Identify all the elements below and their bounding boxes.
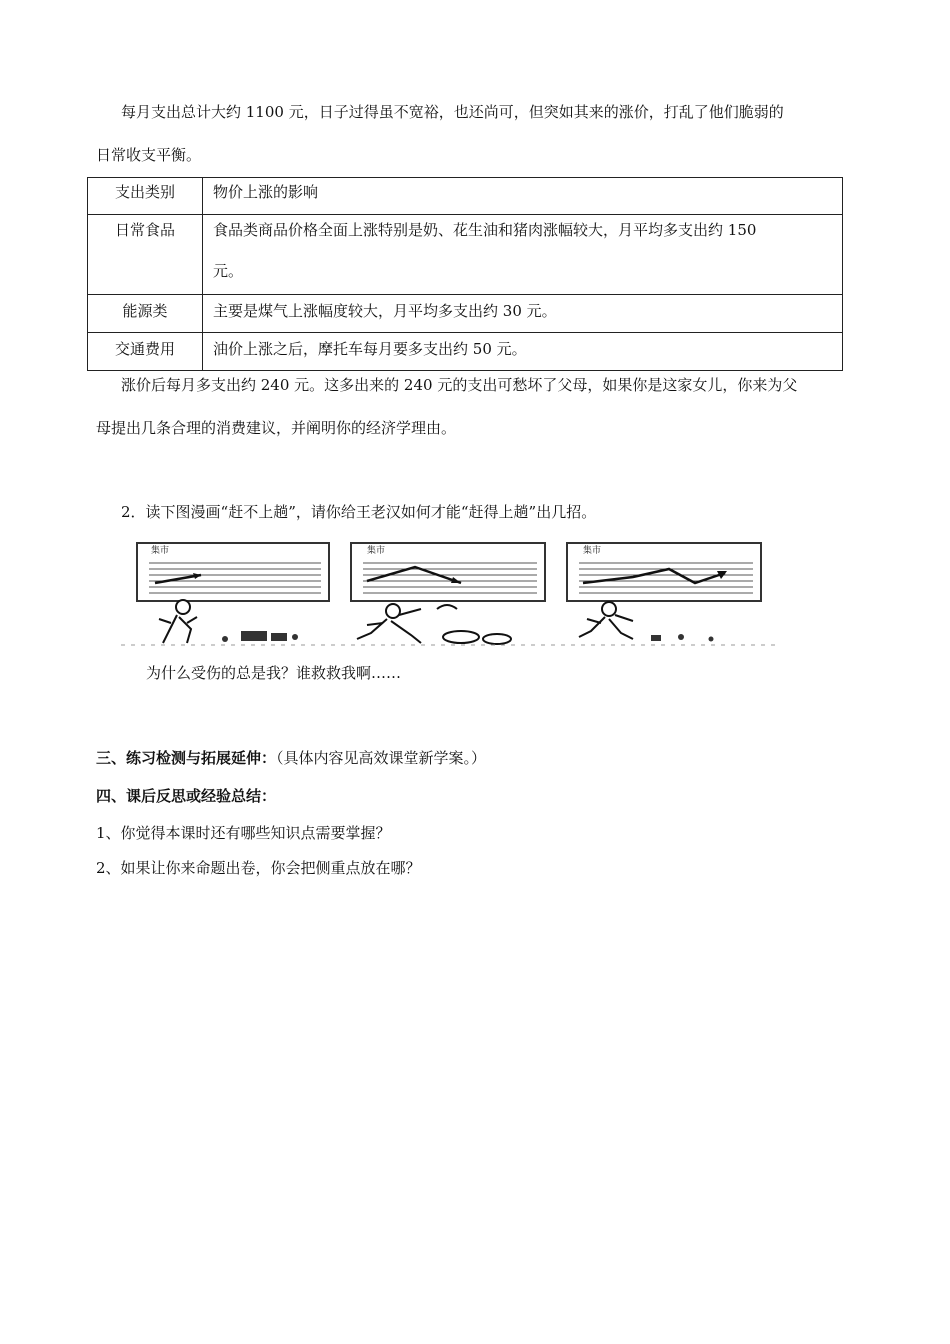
table-cell-effect: 食品类商品价格全面上涨特别是奶、花生油和猪肉涨幅较大，月平均多支出约 150 元。 — [203, 215, 843, 295]
board-label: 集市 — [583, 546, 602, 556]
board-label: 集市 — [151, 546, 170, 556]
section-4-heading: 四、课后反思或经验总结： — [96, 787, 277, 805]
intro-line-1: 每月支出总计大约 1100 元，日子过得虽不宽裕，也还尚可，但突如其来的涨价，打乱了他们脆弱的 — [121, 103, 784, 121]
old-man-figure — [579, 602, 633, 639]
scattered-goods — [222, 631, 298, 642]
comic-panel-1 — [137, 543, 329, 643]
table-header-effect: 物价上涨的影响 — [203, 178, 843, 215]
question-2: 2．读下图漫画“赶不上趟”，请你给王老汉如何才能“赶得上趟”出几招。 — [121, 503, 597, 521]
after-line-2: 母提出几条合理的消费建议，并阐明你的经济学理由。 — [96, 419, 457, 437]
comic-panel-3 — [567, 543, 761, 642]
section-3-note: （具体内容见高效课堂新学案。） — [276, 749, 487, 767]
table-row — [88, 295, 843, 333]
section-3 — [96, 748, 486, 768]
comic-caption: 为什么受伤的总是我？谁救救我啊…… — [146, 664, 402, 682]
reflection-item-2: 2、如果让你来命题出卷，你会把侧重点放在哪？ — [96, 859, 421, 877]
table-header-category: 支出类别 — [88, 178, 203, 215]
reflection-item-1: 1、你觉得本课时还有哪些知识点需要掌握？ — [96, 824, 391, 842]
expense-table — [87, 177, 843, 371]
table-row — [88, 333, 843, 371]
intro-line-2: 日常收支平衡。 — [96, 146, 202, 164]
table-cell-category: 能源类 — [88, 295, 203, 333]
section-3-heading: 三、练习检测与拓展延伸： — [96, 749, 277, 767]
table-cell-effect: 主要是煤气上涨幅度较大，月平均多支出约 30 元。 — [203, 295, 843, 333]
comic-strip — [121, 539, 777, 647]
fallen-items — [437, 605, 511, 644]
table-cell-effect: 油价上涨之后，摩托车每月要多支出约 50 元。 — [203, 333, 843, 371]
board-label: 集市 — [367, 546, 386, 556]
after-line-1: 涨价后每月多支出约 240 元。这多出来的 240 元的支出可愁坏了父母，如果你是这家女儿，你来为父 — [121, 376, 798, 394]
scattered-goods — [651, 634, 714, 642]
table-header-row — [88, 178, 843, 215]
old-man-figure — [357, 604, 421, 643]
table-cell-category: 日常食品 — [88, 215, 203, 295]
old-man-figure — [159, 600, 197, 643]
table-row — [88, 215, 843, 295]
table-cell-category: 交通费用 — [88, 333, 203, 371]
comic-panel-2 — [351, 543, 545, 644]
